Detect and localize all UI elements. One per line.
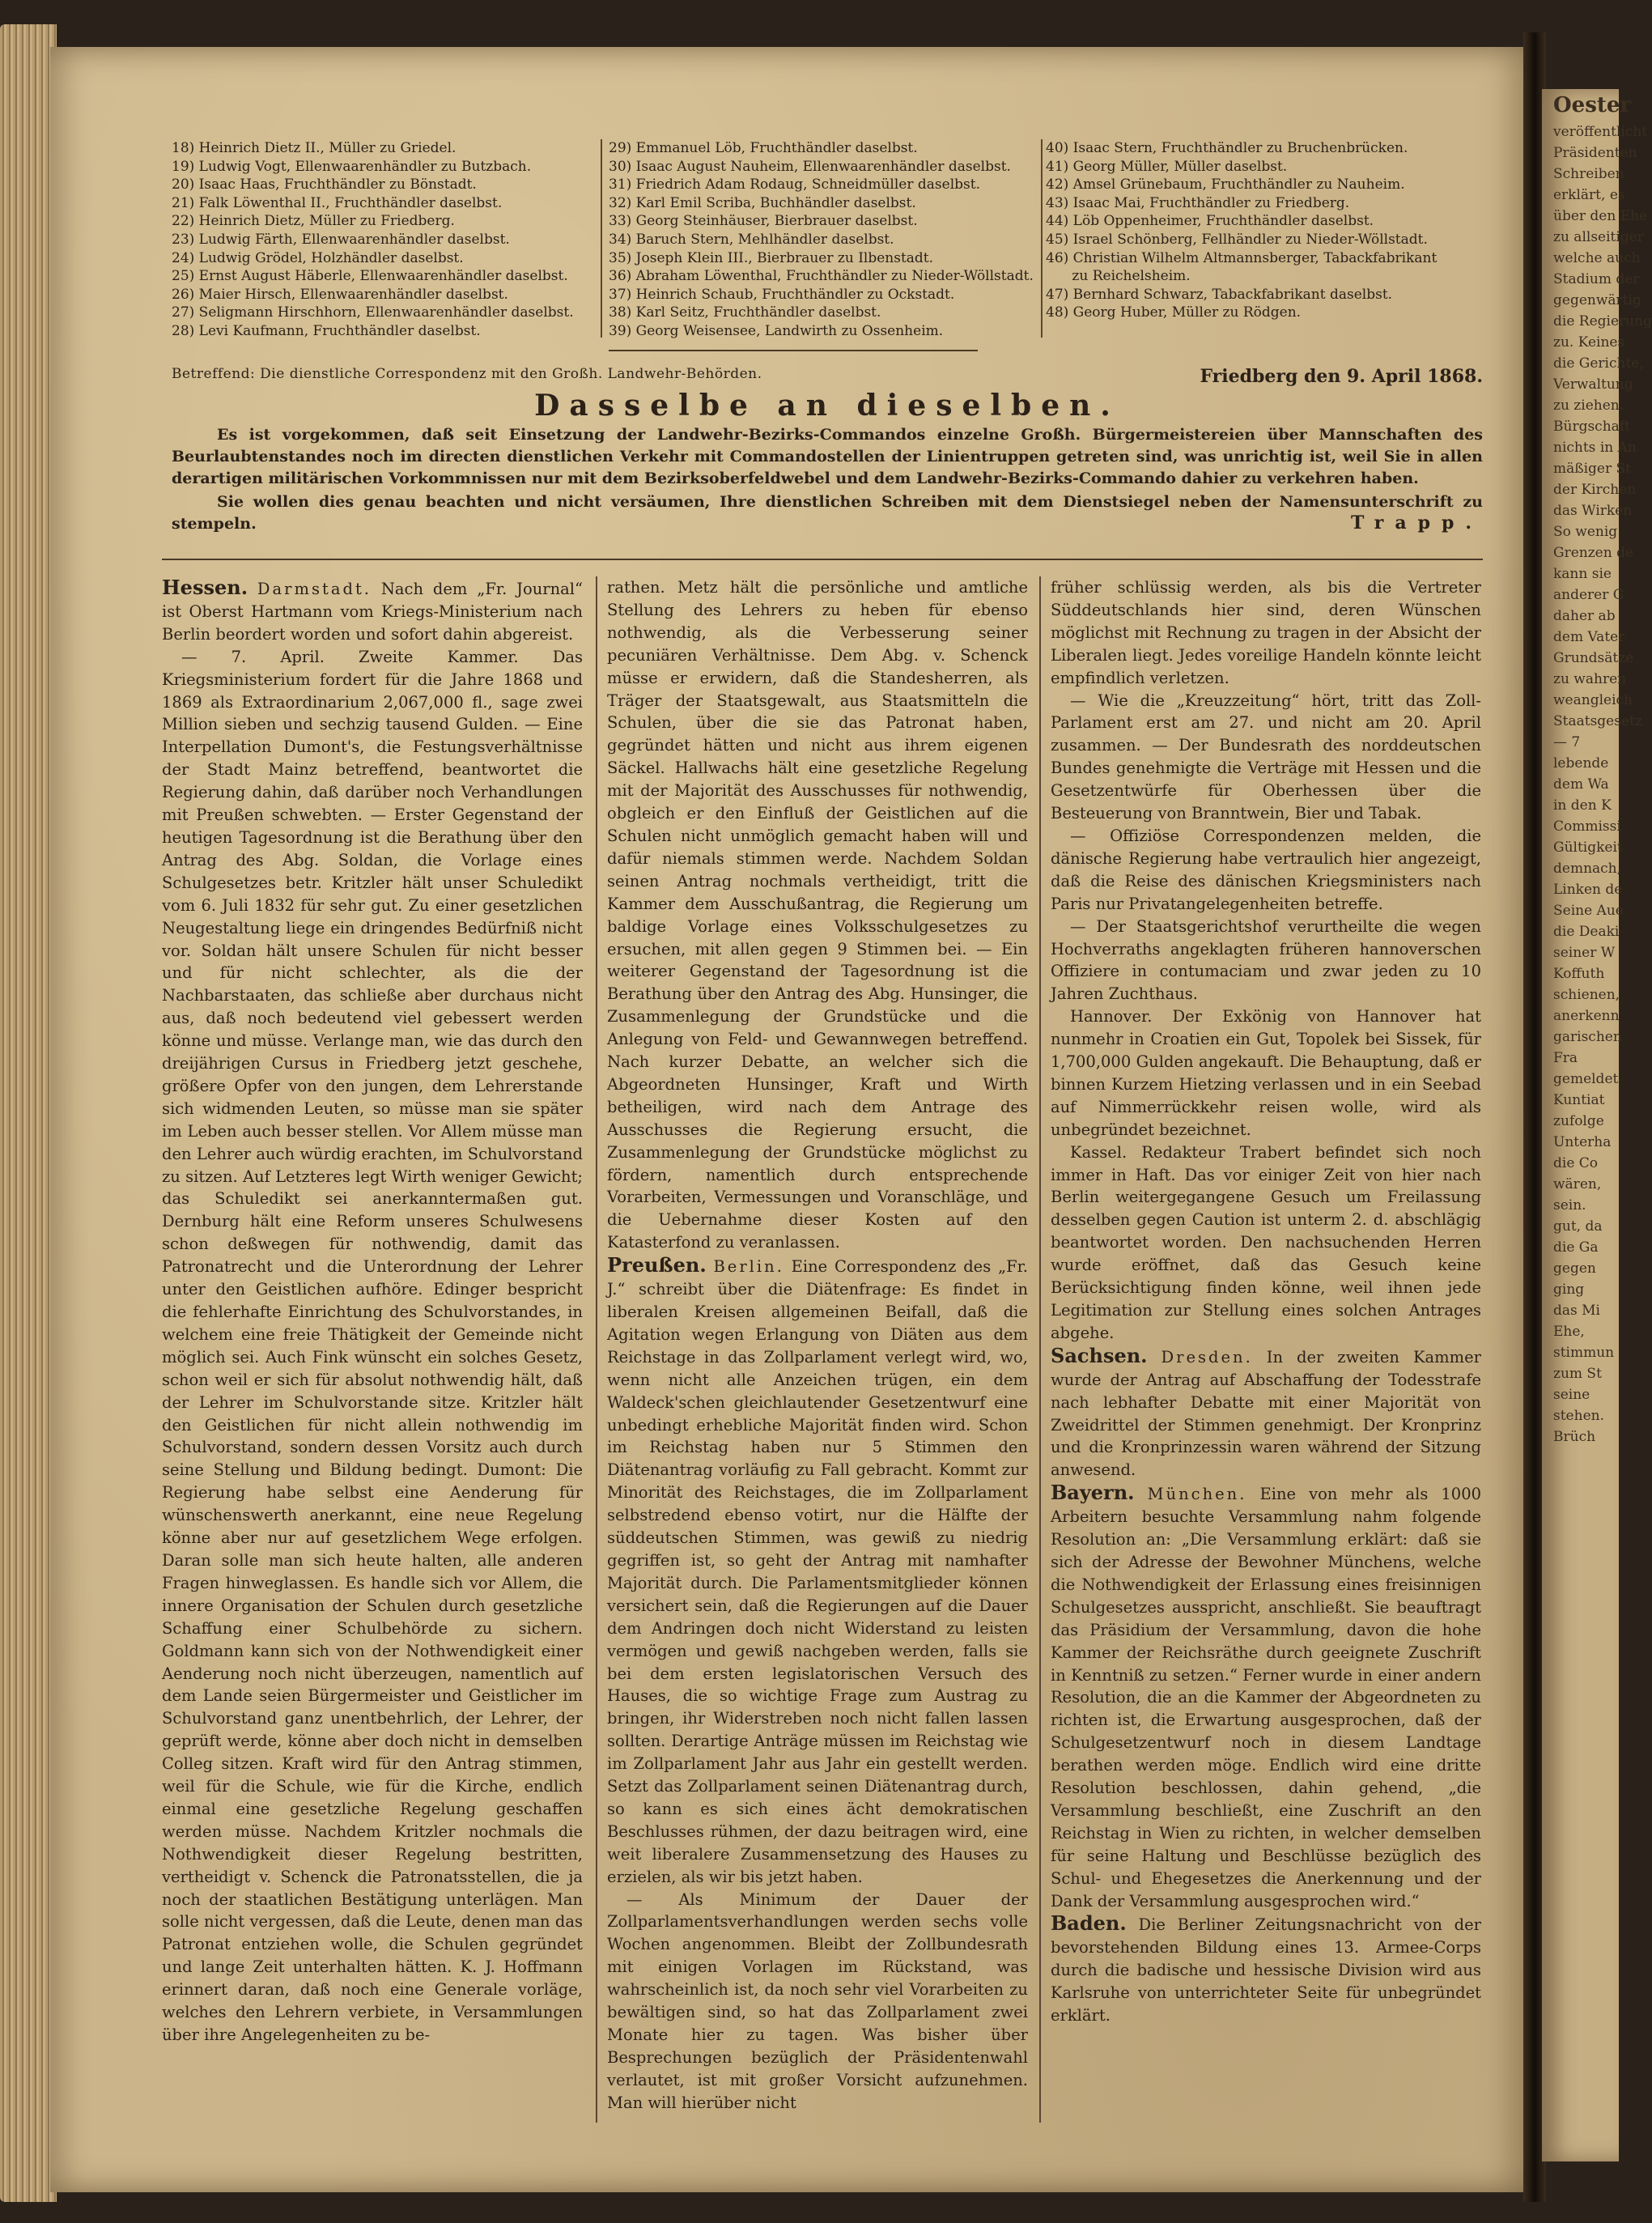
list-entry: 42) Amsel Grünebaum, Fruchthändler zu Nauheim. (1046, 176, 1405, 193)
section-heading-preussen: Preußen. (607, 1253, 707, 1277)
list-entry: 47) Bernhard Schwarz, Tabackfabrikant daselbst. (1046, 286, 1393, 303)
notice-title: Dasselbe an dieselben. (534, 389, 1120, 423)
adjacent-line: Staatsgesetz (1553, 713, 1642, 729)
adjacent-line: anerkenn (1553, 1008, 1620, 1024)
column-divider (1039, 576, 1041, 2123)
list-divider (1041, 139, 1043, 338)
adjacent-page-fragment (1542, 89, 1652, 2161)
list-entry: 22) Heinrich Dietz, Müller zu Friedberg. (172, 213, 455, 230)
article-paragraph (1051, 1912, 1481, 2027)
article-paragraph: — Als Minimum der Dauer der Zollparlamentsverhandlungen werden sechs volle Wochen angenommen. Bleibt der Zollbundesrath mit einigen Vorlagen im Rückstand, was wahrscheinlich ist, da noch sehr viel Vorarbeiten zu bewältigen sind, so hat das Zollparlament zwei Monate hier zu tagen. Was bisher über Besprechungen bezüglich der Präsidentenwahl verlautet, ist mit großer Vorsicht aufzunehmen. Man will hierüber nicht (607, 1889, 1028, 2112)
name-list-column-2 (609, 139, 1038, 341)
adjacent-line: Ehe, (1553, 1324, 1585, 1340)
article-paragraph (1051, 1345, 1481, 1481)
adjacent-line: zufolge (1553, 1113, 1604, 1129)
adjacent-line: Bürgschaft (1553, 419, 1630, 435)
article-paragraph: Hannover. Der Exkönig von Hannover hat nunmehr in Croatien ein Gut, Topolek bei Sissek, für 1,700,000 Gulden angekauft. Die Behauptung, daß er binnen Kurzem Hietzing verlassen und in ein Seebad auf Nimmerrückkehr reisen wolle, wird als unbegründet bezeichnet. (1051, 1007, 1481, 1139)
name-list-column-1 (172, 139, 601, 341)
adjacent-line: über den Ehe (1553, 208, 1648, 224)
notice-paragraph: Es ist vorgekommen, daß seit Einsetzung der Landwehr-Bezirks-Commandos einzelne Großh. Bürgermeistereien über Mannschaften des Beurlaubtenstandes noch im directen dienstlichen Verkehr mit Commandostellen der Linientruppen getreten sind, was unrichtig ist, weil Sie in allen derartigen militärischen Vorkommnissen nur mit dem Bezirksoberfeldwebel und dem Landwehr-Bezirks-Commando dahier zu verkehren haben. (172, 426, 1483, 487)
adjacent-line: stimmun (1553, 1345, 1615, 1361)
adjacent-line: garischen (1553, 1029, 1622, 1045)
name-list-column-3 (1046, 139, 1467, 322)
list-divider (601, 139, 602, 338)
adjacent-line: anderer G (1553, 587, 1624, 603)
adjacent-line: kann sie (1553, 566, 1612, 582)
notice-signature: Trapp. (1350, 512, 1483, 533)
section-heading-baden: Baden. (1051, 1911, 1127, 1936)
list-entry: zu Reichelsheim. (1046, 268, 1191, 285)
adjacent-line: Stadium der (1553, 271, 1640, 287)
article-paragraph: früher schlüssig werden, als bis die Vertreter Süddeutschlands hier sind, deren Wünschen möglichst mit Rechnung zu tragen in der Absicht der Liberalen liegt. Jedes voreilige Handeln könnte leicht empfindlich verletzen. (1051, 578, 1481, 687)
list-entry: 32) Karl Emil Scriba, Buchhändler daselbst. (609, 194, 916, 211)
article-column-3 (1051, 576, 1481, 2027)
adjacent-line: gegen (1553, 1260, 1596, 1277)
article-text: Die Berliner Zeitungsnachricht von der bevorstehenden Bildung eines 13. Armee-Corps durch die badische und hessische Division wird aus Karlsruhe von unterrichteter Seite für unbegründet erklärt. (1051, 1915, 1481, 2025)
notice-paragraph: Sie wollen dies genau beachten und nicht versäumen, Ihre dienstlichen Schreiben mit dem Dienstsiegel neben der Namensunterschrift zu stempeln. (172, 493, 1483, 533)
adjacent-line: Gültigkeit (1553, 839, 1623, 856)
dateline: München. (1147, 1485, 1247, 1504)
section-heading-hessen: Hessen. (162, 576, 248, 599)
article-paragraph (607, 1254, 1028, 1888)
adjacent-line: nichts in An (1553, 440, 1637, 456)
adjacent-heading: Oester (1553, 93, 1632, 117)
list-entry: 20) Isaac Haas, Fruchthändler zu Bönstadt. (172, 176, 477, 193)
adjacent-line: stehen. (1553, 1408, 1604, 1424)
notice-date: Friedberg den 9. April 1868. (1200, 366, 1483, 387)
adjacent-line: gemeldet (1553, 1071, 1619, 1087)
list-entry: 25) Ernst August Häberle, Ellenwaarenhändler daselbst. (172, 268, 568, 285)
adjacent-line: Fra (1553, 1050, 1578, 1066)
article-text: Nach dem „Fr. Journal“ ist Oberst Hartmann vom Kriegs-Ministerium nach Berlin beordert worden und sofort dahin abgereist. (162, 580, 583, 644)
list-entry: 18) Heinrich Dietz II., Müller zu Griedel. (172, 140, 457, 156)
adjacent-line: Präsidenten (1553, 145, 1637, 161)
adjacent-line: die Regierung (1553, 313, 1652, 329)
list-entry: 40) Isaac Stern, Fruchthändler zu Bruchenbrücken. (1046, 140, 1408, 156)
adjacent-line: wären, (1553, 1176, 1602, 1192)
section-rule (162, 559, 1483, 560)
adjacent-line: das Wirken (1553, 503, 1633, 519)
list-entry: 23) Ludwig Färth, Ellenwaarenhändler daselbst. (172, 231, 510, 248)
adjacent-line: So wenig (1553, 524, 1618, 540)
adjacent-line: Seine Aue (1553, 903, 1624, 919)
list-entry: 33) Georg Steinhäuser, Bierbrauer daselbst. (609, 213, 918, 230)
adjacent-line: seine (1553, 1387, 1590, 1403)
list-entry: 31) Friedrich Adam Rodaug, Schneidmüller daselbst. (609, 176, 980, 193)
adjacent-line: das Mi (1553, 1303, 1600, 1319)
adjacent-line: in den K (1553, 797, 1612, 814)
list-entry: 38) Karl Seitz, Fruchthändler daselbst. (609, 304, 881, 321)
adjacent-line: dem Wa (1553, 776, 1609, 793)
article-text: Eine von mehr als 1000 Arbeitern besuchte Versammlung nahm folgende Resolution an: „Die Versammlung erklärt: daß sie sich der Adresse der Bewohner Münchens, welche die Nothwendigkeit der Erlassung eines freisinnigen Schulgesetzes ausspricht, anschließt. Sie beauftragt das Präsidium der Versammlung, davon die hohe Kammer der Reichsräthe durch geeignete Zuschrift in Kenntniß zu setzen.“ Ferner wurde in einer andern Resolution, die an die Kammer der Abgeordneten zu richten ist, die Erwartung ausgesprochen, daß der Schulgesetzentwurf noch in diesem Landtage berathen werden möge. Endlich wird eine dritte Resolution beschlossen, dahin gehend, „die Versammlung beschließt, eine Zuschrift an den Reichstag in Wien zu richten, in welcher demselben für seine Haltung und Beschlüsse bezüglich des Schul- und Ehegesetzes die Anerkennung und der Dank der Versammlung ausgesprochen wird.“ (1051, 1485, 1482, 1911)
column-divider (596, 576, 597, 2123)
adjacent-line: die Co (1553, 1155, 1599, 1171)
list-entry: 35) Joseph Klein III., Bierbrauer zu Ilbenstadt. (609, 249, 934, 266)
adjacent-line: die Deaki (1553, 924, 1620, 940)
list-entry: 21) Falk Löwenthal II., Fruchthändler daselbst. (172, 194, 503, 211)
article-paragraph: Kassel. Redakteur Trabert befindet sich noch immer in Haft. Das vor einiger Zeit von hier nach Berlin weitergegangene Gesuch um Freilassung desselben gegen Caution ist unterm 2. d. abschlägig beantwortet worden. Den nachsuchenden Herren wurde eröffnet, daß das Gesuch keine Berücksichtigung finden könne, weil ihnen jede Legitimation zur Stellung eines solchen Antrages abgehe. (1051, 1142, 1481, 1342)
official-notice (172, 366, 1483, 533)
article-paragraph (1051, 1481, 1481, 1912)
adjacent-line: Schreiben (1553, 166, 1624, 182)
adjacent-line: zu wahren (1553, 671, 1627, 687)
list-entry: 28) Levi Kaufmann, Fruchthändler daselbst. (172, 322, 481, 339)
notice-header (172, 366, 1483, 387)
article-paragraph: — 7. April. Zweite Kammer. Das Kriegsministerium fordert für die Jahre 1868 und 1869 als Extraordinarium 2,067,000 fl., sage zwei Million sieben und sechzig tausend Gulden. — Eine Interpellation Dumont's, die Festungsverhältnisse der Stadt Mainz betreffend, beantwortet die Regierung dahin, daß darüber noch Verhandlungen mit Preußen schwebten. — Erster Gegenstand der heutigen Tagesordnung ist die Berathung über den Antrag des Abg. Soldan, die Vorlage eines Schulgesetzes betr. Kritzler hält unser Schuledikt vom 6. Juli 1832 für sehr gut. Zu einer gesetzlichen Neugestaltung liege ein dringendes Bedürfniß nicht vor. Soldan hält unsere Schulen für nicht besser und für nicht schlechter, als die der Nachbarstaaten, das schließe aber durchaus nicht aus, daß noch bedeutend viel gebessert werden könne und müsse. Verlange man, wie das durch den dreijährigen Cursus in Friedberg jetzt geschehe, größere Opfer von den jungen, dem Lehrerstande sich widmenden Leuten, so müsse man sie später im Leben auch besser stellen. Vor Allem müsse man den Lehrer auch würdig erachten, im Schulvorstand zu sitzen. Auf Letzteres legt Wirth weniger Gewicht; das Schuledikt sei anerkanntermaßen gut. Dernburg hält eine Reform unseres Schulwesens schon deßwegen für nothwendig, damit das Patronatrecht und die Unterordnung der Lehrer unter den Geistlichen aufhöre. Edinger bespricht die fehlerhafte Einrichtung des Schulvorstandes, in welchem eine freie Thätigkeit der Gemeinde nicht möglich sei. Auch Fink wünscht ein solches Gesetz, schon weil er sich für absolut nothwendig hält, daß der Lehrer im Schulvorstande sitze. Kritzler hält den Geistlichen für nicht allein nothwendig im Schulvorstand, sondern dessen Vorsitz auch durch seine Stellung und Bildung bedingt. Dumont: Die Regierung habe selbst eine Aenderung für wünschenswerth anerkannt, eine neue Regelung könne aber nur auf gesetzlichem Wege erfolgen. Daran solle man sich heute halten, alle anderen Fragen hinweglassen. Es handle sich vor Allem, die innere Organisation der Schulen durch gesetzliche Schaffung einer Schulbehörde zu sichern. Goldmann kann sich von der Nothwendigkeit einer Aenderung noch nicht überzeugen, namentlich auf dem Lande seien Bürgermeister und Geistlicher im Schulvorstand ganz unentbehrlich, der Lehrer, der geprüft werde, könne aber doch nicht in demselben Colleg sitzen. Kraft wird für den Antrag stimmen, weil für die Schule, wie für die Kirche, endlich einmal eine gesetzliche Regelung geschaffen werden müsse. Nachdem Kritzler nochmals die Nothwendigkeit dieser Regelung bestritten, vertheidigt v. Schenck die Patronatsstellen, die ja noch der staatlichen Bestätigung unterlägen. Man solle nicht vergessen, daß die Leute, denen man das Patronat entziehen wolle, die Schulen gegründet und lange Zeit unterhalten hätten. K. J. Hoffmann erinnert daran, daß noch eine Generale vorläge, welches den Lehrern verbiete, in Versammlungen über ihre Angelegenheiten zu be- (162, 647, 583, 2044)
adjacent-line: Grenzen de (1553, 545, 1634, 561)
adjacent-line: zu allseitiger (1553, 229, 1644, 245)
dateline: Darmstadt. (257, 580, 372, 598)
list-entry: 41) Georg Müller, Müller daselbst. (1046, 158, 1288, 175)
list-entry: 45) Israel Schönberg, Fellhändler zu Nieder-Wöllstadt. (1046, 231, 1428, 248)
adjacent-lines (1542, 121, 1652, 1447)
adjacent-line: Unterha (1553, 1134, 1612, 1150)
adjacent-line: zu ziehen. (1553, 397, 1624, 414)
adjacent-line: welche auch (1553, 250, 1641, 266)
article-column-2 (607, 576, 1028, 2115)
adjacent-line: erklärt, es (1553, 187, 1625, 203)
article-paragraph: — Wie die „Kreuzzeitung“ hört, tritt das Zoll-Parlament erst am 27. und nicht am 20. April zusammen. — Der Bundesrath des norddeutschen Bundes genehmigte die Verträge mit Hessen und die Gesetzentwürfe für Oberhessen über die Besteuerung von Branntwein, Bier und Tabak. (1051, 691, 1481, 823)
article-text: Eine Correspondenz des „Fr. J.“ schreibt über die Diätenfrage: Es findet in liberalen Kreisen allgemeinen Beifall, daß die Agitation wegen Erlangung von Diäten aus dem Reichstage in das Zollparlament verlegt wird, wo, wenn nicht alle Anzeichen trügen, ein dem Waldeck'schen gleichlautender Gesetzentwurf eine unbedingt erhebliche Majorität finden wird. Schon im Reichstag haben nur 5 Stimmen den Diätenantrag vorläufig zu Fall gebracht. Kommt zur Minorität des Reichstages, die im Zollparlament selbstredend ebenso votirt, nur die Hälfte der süddeutschen Stimmen, was gewiß zu niedrig gegriffen ist, so geht der Antrag mit namhafter Majorität durch. Die Parlamentsmitglieder können versichert sein, daß die Regierungen auf die Dauer dem Andringen doch nicht Widerstand zu leisten vermögen und gewiß nachgeben werden, falls sie bei dem ersten legislatorischen Versuch des Hauses, die so wichtige Frage zum Austrag zu bringen, ihr Widerstreben noch nicht fallen lassen sollten. Derartige Anträge müssen im Reichstag wie im Zollparlament Jahr aus Jahr ein gestellt werden. Setzt das Zollparlament seinen Diätenantrag durch, so kann es sich eines ächt demokratischen Beschlusses rühmen, der dazu beitragen wird, eine weit liberalere Zusammensetzung des Hauses zu erzielen, als wir bis jetzt haben. (607, 1257, 1028, 1886)
adjacent-line: zum St (1553, 1366, 1602, 1382)
list-entry: 24) Ludwig Grödel, Holzhändler daselbst. (172, 249, 464, 266)
adjacent-line: Grundsätze (1553, 650, 1634, 666)
list-entry: 26) Maier Hirsch, Ellenwaarenhändler daselbst. (172, 286, 508, 303)
article-paragraph: — Offiziöse Correspondenzen melden, die dänische Regierung habe vertraulich hier angezeigt, daß die Reise des dänischen Kriegsministers nach Paris nur Privatangelegenheiten betreffe. (1051, 826, 1481, 913)
list-entry: 36) Abraham Löwenthal, Fruchthändler zu Nieder-Wöllstadt. (609, 268, 1034, 285)
adjacent-line: weangleich (1553, 692, 1633, 708)
list-end-rule (609, 350, 978, 351)
article-paragraph: rathen. Metz hält die persönliche und amtliche Stellung des Lehrers zu heben für ebenso nothwendig, als die Verbesserung seiner pecuniären Verhältnisse. Dem Abg. v. Schenck müsse er erwidern, daß die Standesherren, als Träger der Staatsgewalt, aus Staatsmitteln die Schulen, über die sie das Patronat haben, gegründet hätten und nicht aus ihrem eigenen Säckel. Hallwachs hält eine gesetzliche Regelung mit der Majorität des Ausschusses für nothwendig, obgleich er den Einfluß der Geistlichen auf die Schulen nicht unmöglich gemacht haben will und dafür niemals stimmen werde. Nachdem Soldan seinen Antrag nochmals vertheidigt, tritt die Kammer dem Ausschußantrag, die Regierung um baldige Vorlage eines Volksschulgesetzes zu ersuchen, mit allen gegen 9 Stimmen bei. — Ein weiterer Gegenstand der Tagesordnung ist die Berathung über den Antrag des Abg. Hunsinger, die Zusammenlegung der Grundstücke und die Anlegung von Feld- und Gewannwegen betreffend. Nach kurzer Debatte, an welcher sich die Abgeordneten Hunsinger, Kraft und Wirth betheiligen, wird nach dem Antrage des Ausschusses die Regierung ersucht, die Zusammenlegung der Grundstücke möglichst zu fördern, namentlich durch entsprechende Vorarbeiten, Vermessungen und Voranschläge, und die Uebernahme dieser Kosten auf den Katasterfond zu veranlassen. (607, 578, 1028, 1252)
list-entry: 30) Isaac August Nauheim, Ellenwaarenhändler daselbst. (609, 158, 1011, 175)
adjacent-line: gut, da (1553, 1218, 1603, 1235)
adjacent-line: die Ga (1553, 1239, 1599, 1256)
book-page-edges (0, 24, 57, 2202)
adjacent-line: Brüch (1553, 1429, 1596, 1445)
adjacent-line: dem Vater (1553, 629, 1625, 645)
list-entry: 29) Emmanuel Löb, Fruchthändler daselbst. (609, 140, 918, 156)
adjacent-line: daher ab (1553, 608, 1616, 624)
adjacent-line: mäßiger St (1553, 461, 1631, 477)
list-entry: 19) Ludwig Vogt, Ellenwaarenhändler zu Butzbach. (172, 158, 532, 175)
dateline: Berlin. (713, 1257, 784, 1277)
adjacent-line: zu. Keines (1553, 334, 1625, 351)
adjacent-line: — 7 (1553, 734, 1581, 750)
list-entry: 34) Baruch Stern, Mehlhändler daselbst. (609, 231, 894, 248)
adjacent-line: schienen, (1553, 987, 1620, 1003)
notice-subject: Betreffend: Die dienstliche Correspondenz mit den Großh. Landwehr-Behörden. (172, 366, 762, 382)
adjacent-line: sein. (1553, 1197, 1586, 1214)
dateline: Dresden. (1161, 1347, 1253, 1367)
section-heading-bayern: Bayern. (1051, 1481, 1135, 1505)
list-entry: 43) Isaac Mai, Fruchthändler zu Friedberg. (1046, 194, 1350, 211)
list-entry: 39) Georg Weisensee, Landwirth zu Ossenheim. (609, 322, 944, 339)
adjacent-line: Verwaltung (1553, 376, 1633, 393)
adjacent-line: der Kirchen (1553, 482, 1637, 498)
adjacent-line: veröffentlicht (1553, 124, 1648, 140)
list-entry: 37) Heinrich Schaub, Fruchthändler zu Ockstadt. (609, 286, 955, 303)
section-heading-sachsen: Sachsen. (1051, 1343, 1148, 1367)
list-entry: 48) Georg Huber, Müller zu Rödgen. (1046, 304, 1302, 321)
adjacent-line: lebende (1553, 755, 1609, 771)
adjacent-line: demnach, (1553, 861, 1622, 877)
adjacent-line: gegenwärtig (1553, 292, 1641, 308)
adjacent-line: Koffuth (1553, 966, 1605, 982)
adjacent-line: Kuntiat (1553, 1092, 1605, 1108)
article-paragraph: — Der Staatsgerichtshof verurtheilte die wegen Hochverraths angeklagten früheren hannoverschen Offiziere in contumaciam und zwar jeden zu 10 Jahren Zuchthaus. (1051, 916, 1481, 1004)
article-paragraph (162, 576, 583, 646)
adjacent-line: Commissi (1553, 818, 1621, 835)
adjacent-line: Linken de (1553, 882, 1623, 898)
article-text: In der zweiten Kammer wurde der Antrag auf Abschaffung der Todesstrafe nach lebhafter Debatte mit einer Majorität von Zweidrittel der Stimmen genehmigt. Der Kronprinz und die Kronprinzessin waren während der Sitzung anwesend. (1051, 1347, 1481, 1480)
list-entry: 46) Christian Wilhelm Altmannsberger, Tabackfabrikant (1046, 249, 1438, 266)
name-list (172, 139, 1450, 342)
list-entry: 44) Löb Oppenheimer, Fruchthändler daselbst. (1046, 213, 1374, 230)
list-entry: 27) Seligmann Hirschhorn, Ellenwaarenhändler daselbst. (172, 304, 574, 321)
adjacent-line: ging (1553, 1282, 1585, 1298)
article-column-1 (162, 576, 583, 2047)
adjacent-line: seiner W (1553, 945, 1616, 961)
adjacent-line: die Gerichte, (1553, 355, 1644, 372)
